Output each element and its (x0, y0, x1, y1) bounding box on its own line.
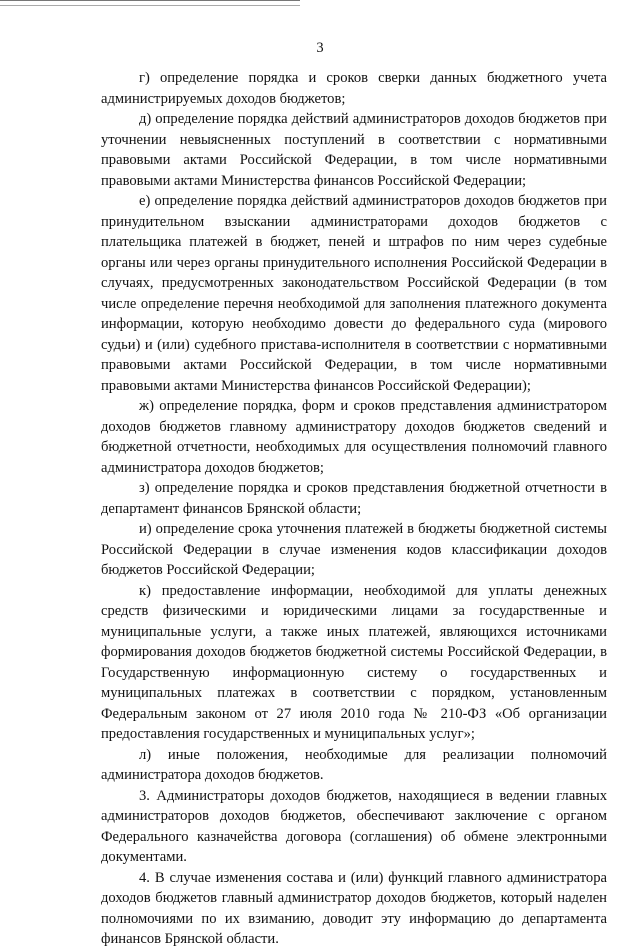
header-rule (0, 0, 300, 6)
paragraph-zh: ж) определение порядка, форм и сроков представления администратором доходов бюджетов главному администратору доходов бюджетов сведений и бюджетной отчетности, необходимых для осуществления полномочий главного администратора доходов бюджетов; (101, 398, 607, 476)
paragraph-z: з) определение порядка и сроков представления бюджетной отчетности в департамент финансов Брянской области; (101, 480, 607, 517)
paragraph-4: 4. В случае изменения состава и (или) функций главного администратора доходов бюджетов главный администратор доходов бюджетов, который наделен полномочиями по их взиманию, доводит эту информацию до департамента финансов Брянской области. (101, 869, 607, 947)
document-body (101, 68, 607, 950)
paragraph-l: л) иные положения, необходимые для реализации полномочий администратора доходов бюджетов. (101, 746, 607, 783)
paragraph-e: е) определение порядка действий администраторов доходов бюджетов при принудительном взыскании администраторами доходов бюджетов с плательщика платежей в бюджет, пеней и штрафов по ним через судебные органы или через органы принудительного исполнения Российской Федерации в случаях, предусмотренных законодательством Российской Федерации (в том числе определение перечня необходимой для заполнения платежного документа информации, которую необходимо довести до федерального суда (мирового судьи) и (или) судебного пристава-исполнителя в соответствии с нормативными правовыми актами Российской Федерации, в том числе нормативными правовыми актами Министерства финансов Российской Федерации); (101, 193, 607, 394)
paragraph-g: г) определение порядка и сроков сверки данных бюджетного учета администрируемых доходов бюджетов; (101, 70, 607, 107)
paragraph-3: 3. Администраторы доходов бюджетов, находящиеся в ведении главных администраторов доходов бюджетов, обеспечивают заключение с органом Федерального казначейства договора (соглашения) об обмене электронными документами. (101, 787, 607, 865)
paragraph-d: д) определение порядка действий администраторов доходов бюджетов при уточнении невыясненных поступлений в соответствии с нормативными правовыми актами Российской Федерации, в том числе нормативными правовыми актами Министерства финансов Российской Федерации; (101, 111, 607, 189)
paragraph-i: и) определение срока уточнения платежей в бюджеты бюджетной системы Российской Федерации в случае изменения кодов классификации доходов бюджетов Российской Федерации; (101, 521, 607, 578)
paragraph-k: к) предоставление информации, необходимой для уплаты денежных средств физическими и юридическими лицами за государственные и муниципальные услуги, а также иных платежей, являющихся источниками формирования доходов бюджетов бюджетной системы Российской Федерации, в Государственную информационную систему о государственных и муниципальных платежах в соответствии с порядком, установленным Федеральным законом от 27 июля 2010 года № 210-ФЗ «Об организации предоставления государственных и муниципальных услуг»; (101, 582, 607, 742)
page-number: 3 (316, 40, 324, 56)
